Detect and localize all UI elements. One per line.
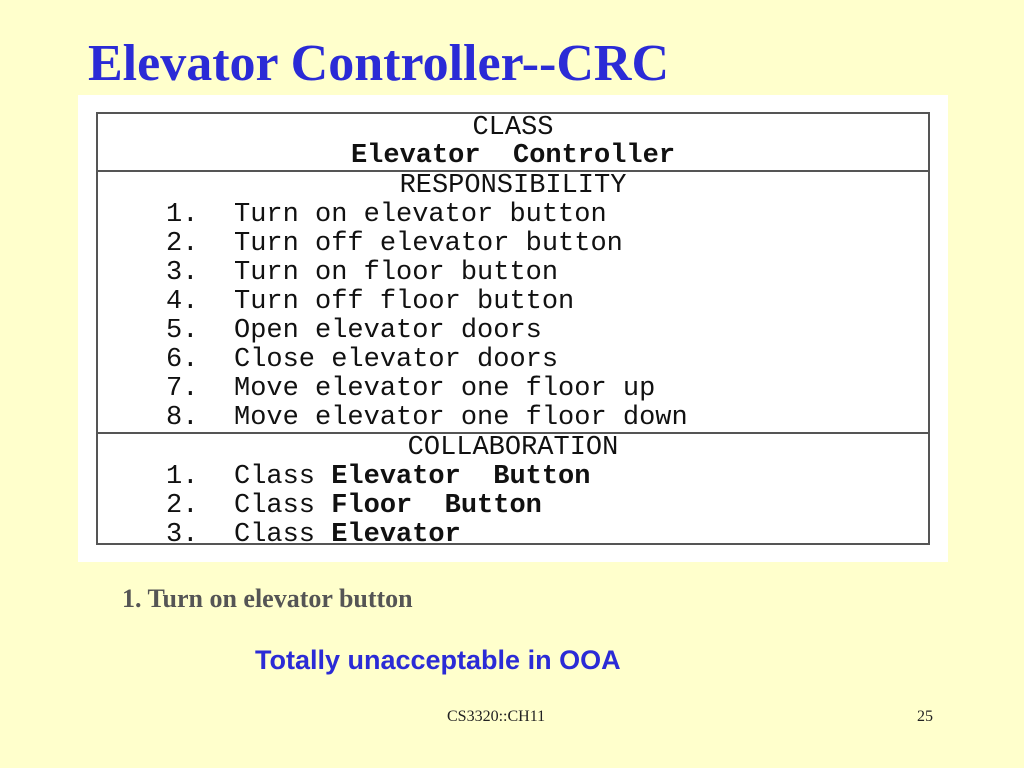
collaboration-item: [166, 463, 928, 492]
responsibility-number: 3.: [166, 258, 199, 288]
collaboration-item: [166, 521, 928, 550]
responsibility-item: [166, 404, 928, 433]
footer-page-number: 25: [917, 708, 933, 725]
footer-course-label: CS3320::CH11: [447, 708, 546, 725]
collaborator-name: Floor Button: [331, 491, 542, 521]
responsibility-heading: RESPONSIBILITY: [399, 171, 627, 201]
responsibility-number: 4.: [166, 287, 199, 317]
collaboration-number: 3.: [166, 520, 199, 550]
responsibility-item: [166, 259, 928, 288]
responsibility-item: [166, 288, 928, 317]
slide-verdict: Totally unacceptable in OOA: [255, 645, 621, 675]
responsibility-text: Move elevator one floor down: [234, 403, 688, 433]
collaborator-name: Elevator Button: [331, 462, 591, 492]
collaboration-number: 1.: [166, 462, 199, 492]
collaboration-prefix: Class: [234, 520, 316, 550]
collaborator-name: Elevator: [331, 520, 461, 550]
responsibility-number: 2.: [166, 229, 199, 259]
responsibility-text: Turn off elevator button: [234, 229, 623, 259]
class-name: Elevator Controller: [350, 141, 676, 171]
class-heading: CLASS: [472, 113, 554, 143]
responsibility-number: 5.: [166, 316, 199, 346]
responsibility-item: [166, 375, 928, 404]
responsibility-text: Move elevator one floor up: [234, 374, 656, 404]
class-section: [98, 114, 928, 170]
responsibility-number: 1.: [166, 200, 199, 230]
collaboration-prefix: Class: [234, 491, 316, 521]
slide-note: 1. Turn on elevator button: [122, 584, 413, 613]
responsibility-text: Close elevator doors: [234, 345, 559, 375]
collaboration-number: 2.: [166, 491, 199, 521]
responsibility-text: Turn on floor button: [234, 258, 559, 288]
responsibility-text: Turn off floor button: [234, 287, 575, 317]
responsibility-number: 8.: [166, 403, 199, 433]
responsibility-item: [166, 230, 928, 259]
responsibility-text: Open elevator doors: [234, 316, 542, 346]
responsibility-text: Turn on elevator button: [234, 200, 607, 230]
slide-title: Elevator Controller--CRC: [88, 35, 670, 92]
collaboration-item: [166, 492, 928, 521]
collaboration-prefix: Class: [234, 462, 316, 492]
responsibility-item: [166, 201, 928, 230]
collaboration-heading: COLLABORATION: [407, 433, 619, 463]
responsibility-number: 6.: [166, 345, 199, 375]
responsibility-item: [166, 317, 928, 346]
crc-card: [96, 112, 930, 550]
collaboration-section: [98, 432, 928, 550]
responsibility-number: 7.: [166, 374, 199, 404]
responsibility-item: [166, 346, 928, 375]
responsibility-section: [98, 170, 928, 432]
crc-card-image: [78, 95, 948, 562]
